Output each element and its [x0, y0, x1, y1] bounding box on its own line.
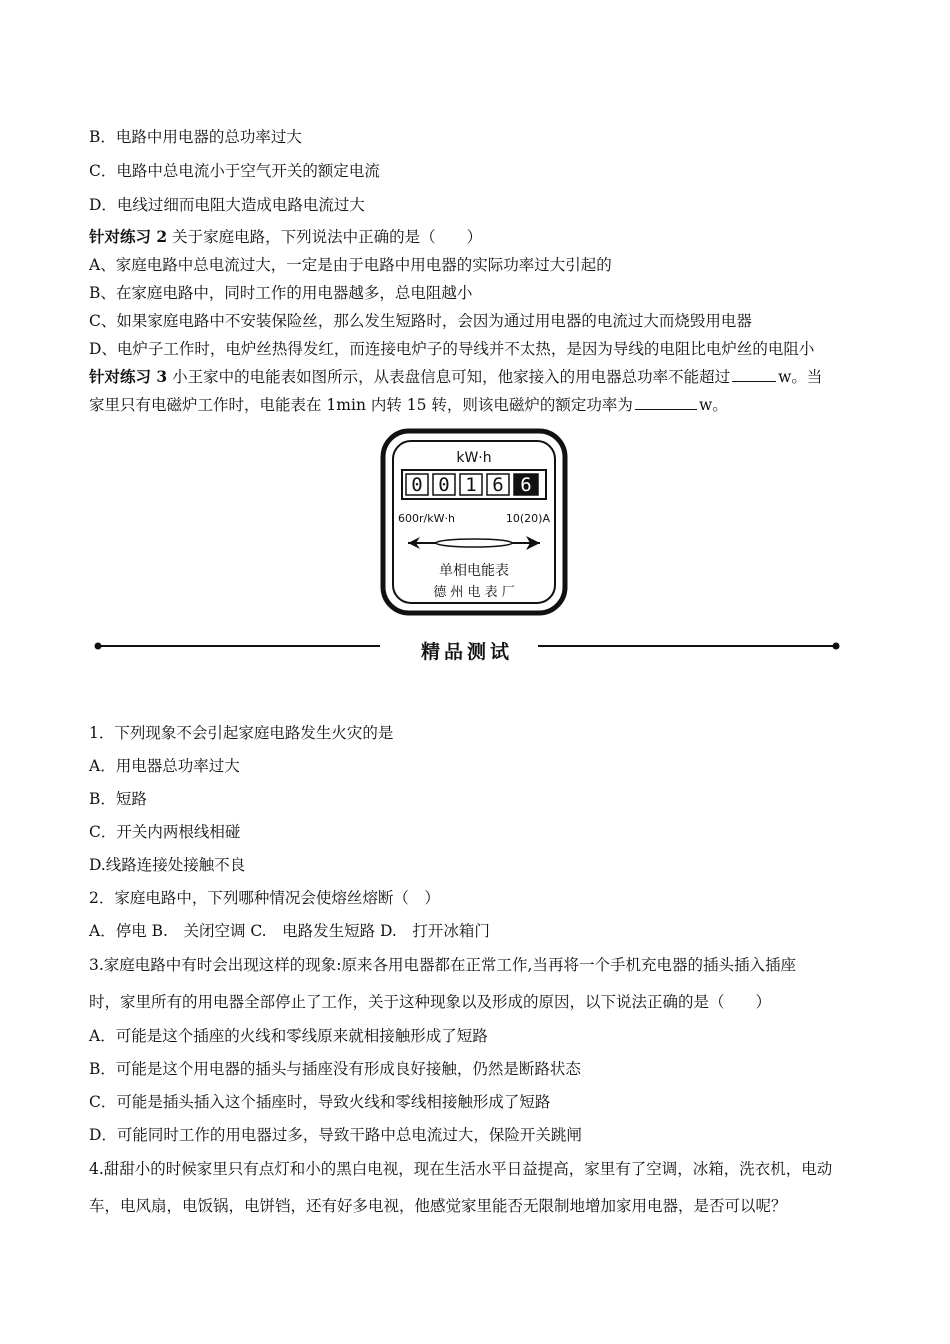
practice-3-text1: 小王家中的电能表如图所示，从表盘信息可知，他家接入的用电器总功率不能超过: [167, 368, 731, 386]
meter-name: 单相电能表: [439, 563, 509, 579]
meter-digit: 1: [465, 474, 477, 496]
practice-3-unit2: w。: [698, 396, 728, 414]
question-3-option-d: D．可能同时工作的用电器过多，导致干路中总电流过大，保险开关跳闸: [89, 1126, 582, 1144]
meter-rev-rate: 600r/kW·h: [398, 512, 455, 525]
question-3-option-a: A．可能是这个插座的火线和零线原来就相接触形成了短路: [89, 1027, 488, 1045]
question-2-options: A．停电 B. 关闭空调 C. 电路发生短路 D. 打开冰箱门: [89, 922, 490, 940]
answer-blank-1[interactable]: [732, 367, 776, 382]
line-b: B．电路中用电器的总功率过大: [89, 128, 302, 146]
practice-2-label: 针对练习 2: [89, 227, 168, 246]
question-2: 2．家庭电路中，下列哪种情况会使熔丝熔断（ ）: [89, 889, 440, 907]
section-divider: [94, 633, 840, 663]
question-4-line1: 4.甜甜小的时候家里只有点灯和小的黑白电视，现在生活水平日益提高，家里有了空调，冰箱，洗衣机，电动: [89, 1160, 833, 1178]
practice-2-option-d: D、电炉子工作时，电炉丝热得发红，而连接电炉子的导线并不太热，是因为导线的电阻比电炉丝的电阻小: [89, 340, 815, 358]
meter-current-rating: 10(20)A: [505, 512, 550, 525]
question-1-option-d: D.线路连接处接触不良: [89, 856, 246, 874]
question-1-option-b: B．短路: [89, 790, 147, 808]
meter-digit: 6: [492, 474, 504, 496]
meter-digit: 0: [438, 474, 450, 496]
line-d: D．电线过细而电阻大造成电路电流过大: [89, 196, 365, 214]
practice-3-label: 针对练习 3: [89, 367, 168, 386]
meter-unit-label: kW·h: [456, 450, 492, 466]
meter-digit-last: 6: [520, 474, 532, 496]
question-1: 1．下列现象不会引起家庭电路发生火灾的是: [89, 724, 394, 742]
practice-2-option-a: A、家庭电路中总电流过大，一定是由于电路中用电器的实际功率过大引起的: [89, 256, 612, 274]
practice-2-option-c: C、如果家庭电路中不安装保险丝，那么发生短路时，会因为通过用电器的电流过大而烧毁用电器: [89, 312, 752, 330]
question-1-option-c: C．开关内两根线相碰: [89, 823, 241, 841]
question-3-line2: 时，家里所有的用电器全部停止了工作，关于这种现象以及形成的原因，以下说法正确的是（ ）: [89, 993, 772, 1011]
question-3-option-c: C．可能是插头插入这个插座时，导致火线和零线相接触形成了短路: [89, 1093, 551, 1111]
practice-3-question-line1: [89, 367, 822, 387]
meter-maker: 德 州 电 表 厂: [433, 585, 515, 600]
practice-2-question: [89, 227, 482, 247]
section-title: 精品测试: [411, 641, 523, 663]
practice-3-text2: 家里只有电磁炉工作时，电能表在 1min 内转 15 转，则该电磁炉的额定功率为: [89, 396, 633, 414]
practice-3-unit1: w。当: [778, 368, 823, 386]
practice-2-option-b: B、在家庭电路中，同时工作的用电器越多，总电阻越小: [89, 284, 473, 302]
answer-blank-2[interactable]: [635, 395, 697, 410]
practice-3-question-line2: [89, 395, 728, 415]
meter-digit: 0: [411, 474, 423, 496]
question-3-line1: 3.家庭电路中有时会出现这样的现象:原来各用电器都在正常工作,当再将一个手机充电器的插头插入插座: [89, 956, 796, 974]
question-3-option-b: B．可能是这个用电器的插头与插座没有形成良好接触，仍然是断路状态: [89, 1060, 581, 1078]
question-4-line2: 车，电风扇，电饭锅，电饼铛，还有好多电视，他感觉家里能否无限制地增加家用电器，是否可以呢？: [89, 1197, 787, 1215]
electric-meter-figure: [380, 428, 568, 616]
line-c: C．电路中总电流小于空气开关的额定电流: [89, 162, 380, 180]
meter-digits: [406, 474, 538, 496]
question-1-option-a: A．用电器总功率过大: [89, 757, 240, 775]
practice-2-text: 关于家庭电路，下列说法中正确的是（ ）: [167, 228, 483, 246]
